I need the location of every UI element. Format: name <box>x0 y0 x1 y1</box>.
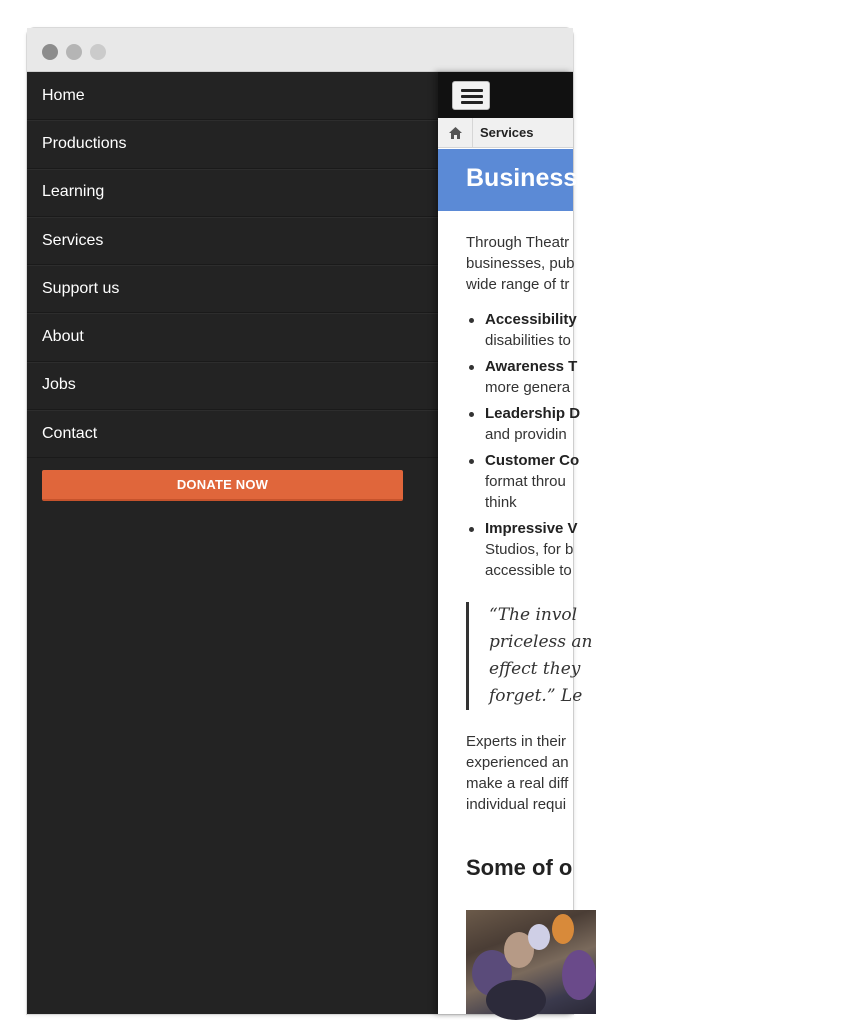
breadcrumb <box>438 118 573 148</box>
menu-item-learning[interactable] <box>27 169 438 217</box>
home-icon <box>449 127 462 139</box>
quote-line: “The invol <box>489 605 578 625</box>
services-list <box>466 309 866 581</box>
content-panel <box>438 72 593 1014</box>
list-item <box>466 450 866 513</box>
text-line: disabilities to <box>485 332 571 349</box>
list-item-title: Awareness T <box>485 358 578 375</box>
quote-line: forget.” Le <box>489 686 583 706</box>
text-line: and providin <box>485 426 567 443</box>
menu-item-label: Contact <box>42 424 98 442</box>
page-title: Business <box>466 164 578 192</box>
text-line: Through Theatr <box>466 234 570 251</box>
menu-item-label: Learning <box>42 183 105 201</box>
testimonial-quote <box>466 602 866 710</box>
list-item-title: Impressive V <box>485 520 578 537</box>
list-item <box>466 309 866 351</box>
list-item <box>466 403 866 445</box>
article-body <box>466 232 866 881</box>
hamburger-menu-icon[interactable] <box>452 81 490 110</box>
page-hero <box>438 149 578 211</box>
menu-item-home[interactable] <box>27 72 438 120</box>
maximize-window-button[interactable] <box>90 44 106 60</box>
text-line: format throu <box>485 473 566 490</box>
minimize-window-button[interactable] <box>66 44 82 60</box>
menu-item-jobs[interactable] <box>27 362 438 410</box>
list-item-title: Accessibility <box>485 311 577 328</box>
list-item-title: Leadership D <box>485 405 581 422</box>
top-bar <box>438 72 573 118</box>
list-item-title: Customer Co <box>485 452 580 469</box>
text-line: Studios, for b <box>485 541 574 558</box>
text-line: Experts in their <box>466 733 567 750</box>
menu-item-about[interactable] <box>27 313 438 361</box>
breadcrumb-home-link[interactable] <box>438 118 473 148</box>
menu-item-label: Services <box>42 231 104 249</box>
list-item <box>466 356 866 398</box>
donate-now-button[interactable]: DONATE NOW <box>42 470 403 501</box>
sidebar-menu <box>27 72 438 1014</box>
close-window-button[interactable] <box>42 44 58 60</box>
text-line: businesses, pub <box>466 255 575 272</box>
menu-item-label: Jobs <box>42 376 76 394</box>
menu-item-label: Productions <box>42 134 127 152</box>
text-line: wide range of tr <box>466 276 570 293</box>
breadcrumb-current: Services <box>480 125 534 140</box>
menu-item-support-us[interactable] <box>27 265 438 313</box>
text-line: more genera <box>485 379 571 396</box>
experts-paragraph <box>466 731 866 815</box>
text-line: accessible to <box>485 562 572 579</box>
quote-line: priceless an <box>489 632 593 652</box>
text-line: experienced an <box>466 754 569 771</box>
menu-item-productions[interactable] <box>27 120 438 168</box>
menu-item-services[interactable] <box>27 217 438 265</box>
section-heading: Some of o <box>466 855 573 880</box>
text-line: individual requi <box>466 796 567 813</box>
browser-window <box>27 28 593 1014</box>
workshop-photo <box>466 910 596 1014</box>
quote-line: effect they <box>489 659 581 679</box>
menu-item-label: Support us <box>42 279 120 297</box>
text-line: think <box>485 494 517 511</box>
window-titlebar <box>27 28 573 72</box>
list-item <box>466 518 866 581</box>
intro-paragraph <box>466 232 866 295</box>
menu-item-label: Home <box>42 86 85 104</box>
menu-item-label: About <box>42 328 84 346</box>
menu-item-contact[interactable] <box>27 410 438 458</box>
text-line: make a real diff <box>466 775 569 792</box>
